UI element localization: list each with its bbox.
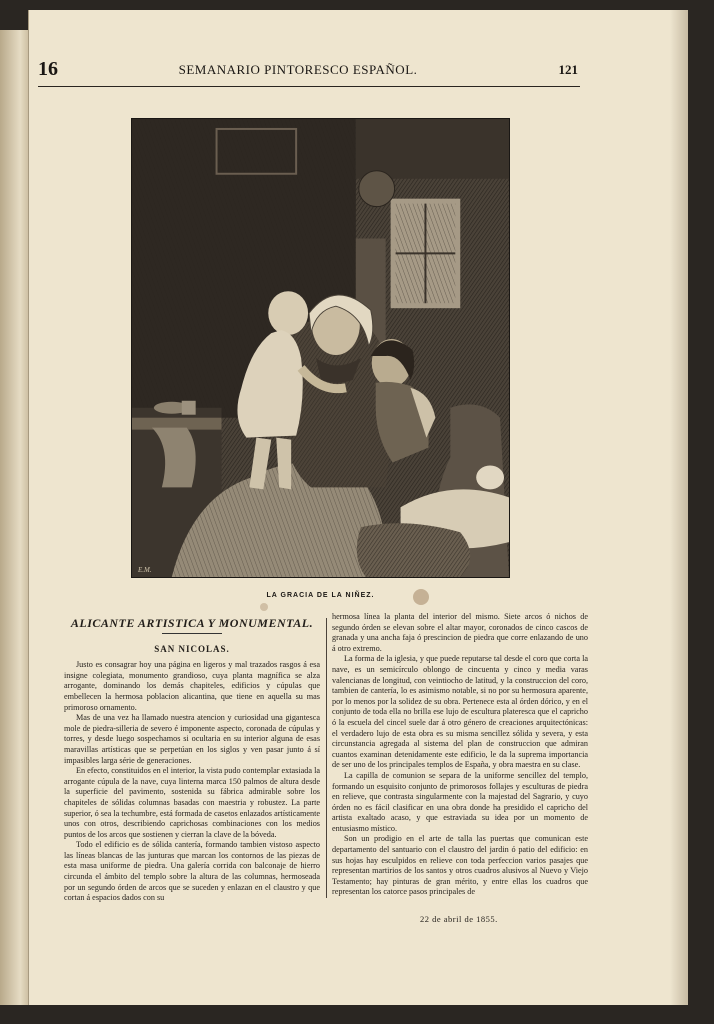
article-column-left	[64, 612, 320, 904]
paragraph: Todo el edificio es de sólida cantería, formando tambien vistoso aspecto las líneas blancas de las junturas que marcan los contornos de las piezas de esta masa uniforme de piedra. Una galería corrida con balconaje de hierro circunda el ámbito del templo sobre la altura de las columnas, hermoseada por un segundo órden de arcos que se suceden y enlazan en el claustro y que cortan á espacios dados con su	[64, 840, 320, 903]
paper-stain-small	[260, 603, 268, 611]
article-subtitle: SAN NICOLAS.	[154, 643, 230, 654]
engraving-drawing	[132, 119, 509, 577]
paragraph: Son un prodigio en el arte de talla las puertas que comunican este departamento del santuario con el claustro del jardin ó patio del edificio: en sus hojas hay esculpidos en relieve con toda perfeccion varios pasajes que representan martirios de los santos y otros cuadros alusivos al Nuevo y Viejo Testamento; hay pinturas de gran mérito, y entre ellas los cuadros que representan los catorce pasos principales de	[332, 834, 588, 897]
article-title: ALICANTE ARTISTICA Y MONUMENTAL.	[70, 616, 314, 630]
header-rule	[38, 86, 580, 87]
page-number-left: 16	[38, 58, 58, 80]
paragraph: hermosa línea la planta del interior del mismo. Siete arcos ó nichos de segundo órden se elevan sobre el altar mayor, coronados de cinco cascos de granada y una ancha faja ó prescincion de piedra que corre enlazando de uno á otro extremo.	[332, 612, 588, 653]
running-title: SEMANARIO PINTORESCO ESPAÑOL.	[178, 62, 418, 77]
paragraph: En efecto, constituidos en el interior, la vista pudo contemplar extasiada la arrogante cúpula de la nave, cuya linterna marca 150 palmos de altura desde la superficie del pavimento, sostenida su fábrica admirable sobre los chapiteles de sólidas columnas basadas con maestria y robustez. La parte superior, ó sea la techumbre, está formada de casetos enlazados artísticamente unos con otros, describiendo caprichosas combinaciones con los medios puntos de los arcos que sostienen y cierran la clave de la bóveda.	[64, 766, 320, 839]
page-number-right: 121	[558, 62, 578, 77]
title-rule	[162, 633, 222, 634]
paragraph: La forma de la iglesia, y que puede reputarse tal desde el coro que corta la nave, es un semicírculo oblongo de cincuenta y cinco y media varas valencianas de longitud, con veintiocho de latitud, y la construccion del coro, tambien de cantería, lo es asimismo notable, si no por su hermosura aparente, por lo menos por la solidez de su obra. Pertenece esta al órden dórico, y en el conjunto de toda ella no brilla ese lujo de escultura plateresca que el capricho ó la escuela del cincel suele dar á otro género de creaciones arquitectónicas: el verdadero lujo de esta obra es su misma sencillez sólida y severa, y esta circunstancia agregada al sistema del plan de construccion que admiran cuantos examinan detenidamente este edificio, le da la suprema importancia de ser uno de los principales templos de España, y obra maestra en su clase.	[332, 654, 588, 770]
article-column-right	[332, 612, 588, 898]
issue-date: 22 de abril de 1855.	[420, 914, 498, 924]
previous-page-edge	[0, 30, 30, 1005]
column-rule	[326, 618, 327, 898]
paragraph: Justo es consagrar hoy una página en ligeros y mal trazados rasgos á esa insigne colegiata, monumento grandioso, cuya planta magnífica se alza arrogante, dominando los demás chapiteles, edificios y cúpulas que embellecen la hermosa poblacion alicantina, que tiene en aquella su mas primoroso ornamento.	[64, 660, 320, 712]
page-header	[38, 52, 578, 84]
engraving-illustration	[131, 118, 510, 578]
paragraph: Mas de una vez ha llamado nuestra atencion y curiosidad una gigantesca mole de piedra-silleria de severo é imponente aspecto, coronada de cúpulas y torres, y desde luego sospechamos si ocultaria en su interior alguna de esas maravillas artísticas que se perpetúan en los siglos y ven pasar junto á sí impasibles larga série de generaciones.	[64, 713, 320, 765]
page-gutter-shadow	[670, 10, 688, 1005]
engraver-signature: E.M.	[137, 566, 152, 575]
figure-caption: LA GRACIA DE LA NIÑEZ.	[266, 592, 375, 599]
paragraph: La capilla de comunion se separa de la uniforme sencillez del templo, formando un esquisito conjunto de primorosos follajes y esculturas de piedra en relieve, que contrasta singularmente con la majestad del Sagrario, y cuyo órden no es fácil clasificar en una obra donde ha presidido el capricho del artista exaltado acaso, y que estraviada su idea por un momento de entusiasmo místico.	[332, 770, 588, 833]
paper-stain	[413, 589, 429, 605]
